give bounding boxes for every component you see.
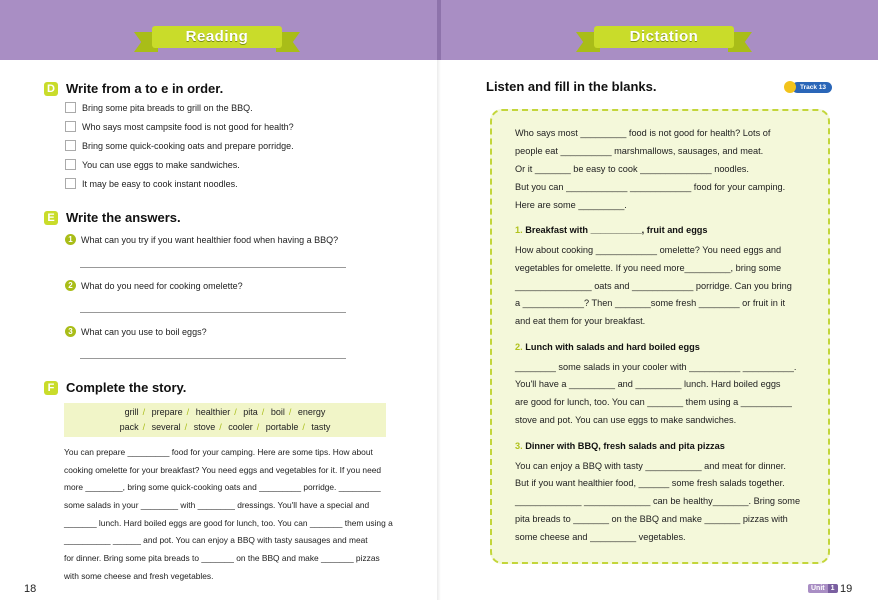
dictation-line: Here are some _________. xyxy=(515,200,627,210)
dictation-title: Listen and fill in the blanks. xyxy=(486,79,657,94)
order-checkbox[interactable] xyxy=(65,102,76,113)
order-item: You can use eggs to make sandwiches. xyxy=(65,159,240,170)
word-bank-word: energy xyxy=(297,407,326,417)
answer-line[interactable] xyxy=(80,358,346,359)
dictation-line: But if you want healthier food, ______ some fresh salads together. xyxy=(515,478,785,488)
order-checkbox[interactable] xyxy=(65,178,76,189)
section-e-title: Write the answers. xyxy=(66,210,181,225)
unit-tag xyxy=(808,584,838,593)
word-bank-word: stove xyxy=(193,422,216,432)
dictation-heading-2: 2. Lunch with salads and hard boiled eggs xyxy=(515,342,700,352)
story-line: __________ ______ and pot. You can enjoy a BBQ with tasty sausages and meat xyxy=(64,535,368,546)
story-line: _______ lunch. Hard boiled eggs are good for lunch, too. You can _______ them using a xyxy=(64,517,393,528)
section-f-badge: F xyxy=(44,381,58,395)
order-item: It may be easy to cook instant noodles. xyxy=(65,178,238,189)
track-label: Track 13 xyxy=(792,82,832,93)
page-number-right: 19 xyxy=(840,583,853,595)
dictation-line: You'll have a _________ and _________ lunch. Hard boiled eggs xyxy=(515,379,781,389)
word-bank-word: boil xyxy=(270,407,285,417)
dictation-line: You can enjoy a BBQ with tasty ___________ and meat for dinner. xyxy=(515,461,786,471)
page-number-left: 18 xyxy=(24,583,37,595)
story-line: more ________, bring some quick-cooking oats and _________ porridge. _________ xyxy=(64,482,381,493)
unit-number: 1 xyxy=(828,584,838,593)
dictation-line: people eat __________ marshmallows, sausages, and meat. xyxy=(515,146,764,156)
word-bank: grill / prepare / healthier / pita / boil / energy pack / several / stove / cooler / portable / tasty xyxy=(64,403,386,437)
reading-ribbon xyxy=(134,26,300,52)
word-bank-word: grill xyxy=(124,407,139,417)
word-bank-word: prepare xyxy=(151,407,183,417)
word-bank-word: several xyxy=(151,422,181,432)
dictation-line: a ____________? Then _______some fresh ________ or fruit in it xyxy=(515,298,786,308)
section-f-heading xyxy=(44,380,186,395)
dictation-line: How about cooking ____________ omelette? You need eggs and xyxy=(515,245,782,255)
story-line: some salads in your ________ with ________ dressings. You'll have a special and xyxy=(64,500,370,511)
story-line: cooking omelette for your breakfast? You need eggs and vegetables for it. If you need xyxy=(64,464,382,475)
track-button[interactable] xyxy=(784,81,832,93)
dictation-line: some cheese and _________ vegetables. xyxy=(515,532,686,542)
dictation-line: _______________ oats and ____________ porridge. Can you bring xyxy=(515,281,792,291)
question-number: 2 xyxy=(65,280,76,291)
story-line: with some cheese and fresh vegetables. xyxy=(64,570,214,581)
dictation-line: But you can ____________ ____________ food for your camping. xyxy=(515,182,786,192)
answer-line[interactable] xyxy=(80,267,346,268)
reading-ribbon-label: Reading xyxy=(152,26,282,48)
word-bank-word: cooler xyxy=(228,422,253,432)
dictation-line: ________ some salads in your cooler with __________ __________. xyxy=(515,362,797,372)
word-bank-word: pita xyxy=(243,407,258,417)
book-gutter xyxy=(437,60,441,600)
unit-label: Unit xyxy=(808,584,828,593)
story-line: for dinner. Bring some pita breads to _______ on the BBQ and make _______ pizzas xyxy=(64,553,380,564)
section-d-heading xyxy=(44,81,223,96)
question-item: 2 What do you need for cooking omelette? xyxy=(65,280,243,291)
order-item: Who says most campsite food is not good for health? xyxy=(65,121,294,132)
dictation-line: and eat them for your breakfast. xyxy=(515,316,646,326)
dictation-line: vegetables for omelette. If you need more_________, bring some xyxy=(515,263,782,273)
dictation-line: stove and pot. You can use eggs to make sandwiches. xyxy=(515,415,737,425)
dictation-heading-3: 3. Dinner with BBQ, fresh salads and pita pizzas xyxy=(515,441,725,451)
order-checkbox[interactable] xyxy=(65,121,76,132)
word-bank-word: pack xyxy=(119,422,139,432)
order-item: Bring some pita breads to grill on the BBQ. xyxy=(65,102,253,113)
word-bank-word: tasty xyxy=(311,422,331,432)
answer-line[interactable] xyxy=(80,312,346,313)
question-number: 1 xyxy=(65,234,76,245)
cd-icon xyxy=(784,81,796,93)
question-number: 3 xyxy=(65,326,76,337)
story-text xyxy=(64,444,393,586)
dictation-ribbon-label: Dictation xyxy=(594,26,734,48)
dictation-line: Or it _______ be easy to cook ______________ noodles. xyxy=(515,164,749,174)
section-d-title: Write from a to e in order. xyxy=(66,81,224,96)
word-bank-word: portable xyxy=(265,422,299,432)
page-fold xyxy=(437,0,441,60)
section-e-badge: E xyxy=(44,211,58,225)
dictation-heading-1: 1. Breakfast with __________, fruit and eggs xyxy=(515,225,708,235)
order-checkbox[interactable] xyxy=(65,140,76,151)
word-bank-word: healthier xyxy=(195,407,231,417)
question-item: 3 What can you use to boil eggs? xyxy=(65,326,207,337)
section-d-badge: D xyxy=(44,82,58,96)
dictation-line: _____________ _____________ can be healthy_______. Bring some xyxy=(515,496,801,506)
question-item: 1 What can you try if you want healthier food when having a BBQ? xyxy=(65,234,338,245)
dictation-line: are good for lunch, too. You can _______ them using a __________ xyxy=(515,397,792,407)
order-checkbox[interactable] xyxy=(65,159,76,170)
dictation-ribbon xyxy=(576,26,752,52)
dictation-line: pita breads to _______ on the BBQ and make _______ pizzas with xyxy=(515,514,788,524)
section-e-heading xyxy=(44,210,181,225)
story-line: You can prepare _________ food for your camping. Here are some tips. How about xyxy=(64,447,373,457)
order-item: Bring some quick-cooking oats and prepare porridge. xyxy=(65,140,294,151)
dictation-line: Who says most _________ food is not good for health? Lots of xyxy=(515,128,771,138)
section-f-title: Complete the story. xyxy=(66,380,187,395)
